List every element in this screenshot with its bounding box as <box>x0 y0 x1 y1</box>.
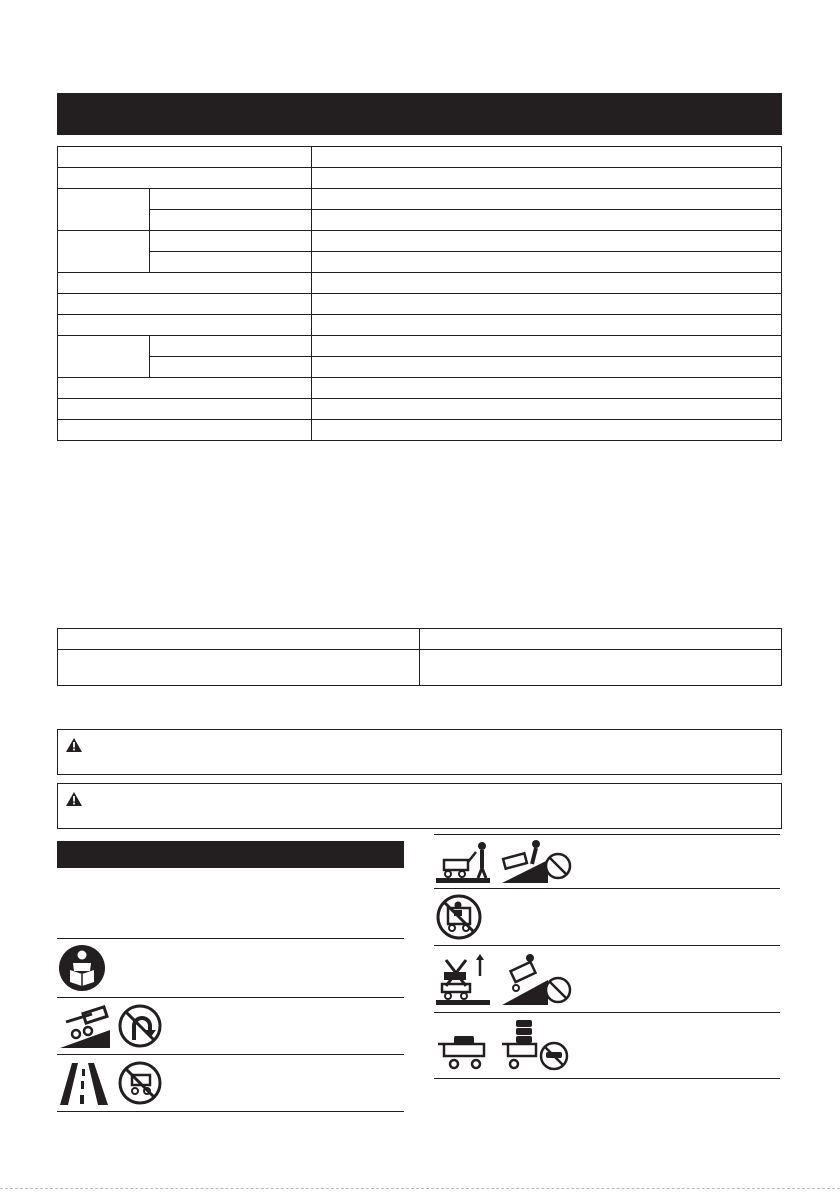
no-sharp-turn-on-slope-icon <box>58 1002 168 1050</box>
warning-triangle-icon <box>66 738 82 752</box>
compatibility-table <box>57 628 782 686</box>
page-edge <box>0 1188 840 1189</box>
divider <box>57 1054 404 1055</box>
warning-triangle-icon <box>66 792 82 806</box>
table-row <box>58 420 782 441</box>
specifications-table <box>57 146 782 441</box>
warning-box <box>57 729 782 775</box>
divider <box>434 834 780 835</box>
table-row <box>58 231 782 252</box>
divider <box>434 888 780 889</box>
section-title-bar <box>57 93 782 135</box>
divider <box>434 945 780 946</box>
table-row <box>58 168 782 189</box>
table-row <box>58 147 782 168</box>
no-overload-stacking-icon <box>436 1018 572 1072</box>
divider <box>434 1012 780 1013</box>
divider <box>434 1078 780 1079</box>
divider <box>57 997 404 998</box>
table-row <box>58 294 782 315</box>
table-row <box>58 650 782 686</box>
no-lifting-on-slope-icon <box>436 952 572 1006</box>
table-row <box>58 629 782 650</box>
no-riding-on-slope-icon <box>436 838 572 884</box>
table-row <box>58 357 782 378</box>
table-row <box>58 399 782 420</box>
table-row <box>58 189 782 210</box>
symbols-title-bar <box>57 841 404 868</box>
table-row <box>58 315 782 336</box>
no-use-on-road-icon <box>58 1059 168 1107</box>
warning-box <box>57 783 782 829</box>
read-manual-icon <box>58 944 106 992</box>
table-row <box>58 210 782 231</box>
divider <box>57 1111 404 1112</box>
divider <box>57 938 404 939</box>
table-row <box>58 336 782 357</box>
no-passenger-icon <box>436 894 484 940</box>
table-row <box>58 378 782 399</box>
table-row <box>58 252 782 273</box>
table-row <box>58 273 782 294</box>
